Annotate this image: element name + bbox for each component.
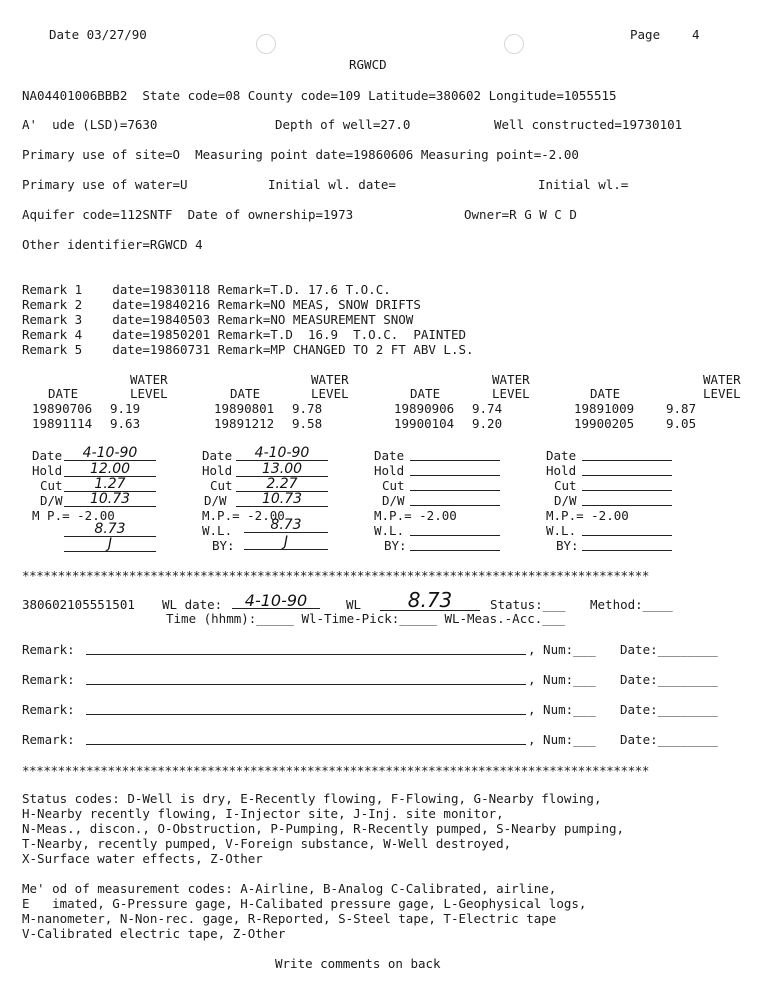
entry-hold-blank[interactable] — [410, 464, 500, 476]
punch-hole — [256, 34, 276, 54]
entry-hold-blank[interactable] — [582, 464, 672, 476]
entry-wl-blank[interactable] — [582, 524, 672, 536]
entry-dw-label: D/W — [204, 493, 227, 508]
entry-dw-label: D/W — [40, 493, 63, 508]
table-cell-level: 9.20 — [472, 416, 503, 431]
remark-blank-field[interactable] — [86, 673, 526, 685]
remark-blank-label: Remark: — [22, 642, 75, 657]
entry-by-label: BY: — [212, 538, 235, 553]
site-use-water: Primary use of water=U — [22, 177, 188, 192]
remark-line: Remark 2 date=19840216 Remark=NO MEAS, SNOW DRIFTS — [22, 297, 421, 312]
remark-blank-field[interactable] — [86, 643, 526, 655]
site-line-1: NA04401006BBB2 State code=08 County code=109 Latitude=380602 Longitude=1055515 — [22, 88, 617, 103]
table-cell-date: 19890801 — [214, 401, 275, 416]
measurement-time-line[interactable]: Time (hhmm):_____ Wl-Time-Pick:_____ WL-Meas.-Acc.___ — [166, 611, 565, 626]
table-head-level: LEVEL — [130, 386, 168, 401]
remark-blank-date[interactable]: Date:________ — [620, 702, 718, 717]
remark-blank-num[interactable]: , Num:___ — [528, 732, 596, 747]
table-head-level: LEVEL — [703, 386, 741, 401]
entry-dw-label: D/W — [554, 493, 577, 508]
method-codes-line: M-nanometer, N-Non-rec. gage, R-Reported, S-Steel tape, T-Electric tape — [22, 911, 557, 926]
site-line-3: Primary use of site=O Measuring point date=19860606 Measuring point=-2.00 — [22, 147, 579, 162]
punch-hole — [504, 34, 524, 54]
entry-by-blank[interactable] — [582, 539, 672, 551]
table-cell-date: 19900205 — [574, 416, 635, 431]
remark-blank-field[interactable] — [86, 733, 526, 745]
table-cell-level: 9.05 — [666, 416, 697, 431]
header-org: RGWCD — [349, 57, 387, 72]
site-initial-date: Initial wl. date= — [268, 177, 396, 192]
remark-line: Remark 5 date=19860731 Remark=MP CHANGED TO 2 FT ABV L.S. — [22, 342, 474, 357]
measurement-wl-date-label: WL date: — [162, 597, 223, 612]
star-divider: **************************************************************************************** — [22, 568, 650, 583]
remark-blank-label: Remark: — [22, 702, 75, 717]
site-altitude: A' ude (LSD)=7630 — [22, 117, 158, 132]
entry-cut-value[interactable]: 2.27 — [236, 477, 328, 492]
entry-wl-label: W.L. — [374, 523, 405, 538]
entry-mp-label: M.P.= -2.00 — [546, 508, 629, 523]
measurement-wl-date-value[interactable]: 4-10-90 — [232, 594, 320, 609]
measurement-wl-value[interactable]: 8.73 — [380, 590, 480, 611]
method-codes-line: V-Calibrated electric tape, Z-Other — [22, 926, 286, 941]
entry-date-label: Date — [546, 448, 577, 463]
entry-date-label: Date — [374, 448, 405, 463]
entry-date-blank[interactable] — [582, 449, 672, 461]
remark-line: Remark 1 date=19830118 Remark=T.D. 17.6 T.O.C. — [22, 282, 391, 297]
table-cell-date: 19891114 — [32, 416, 93, 431]
site-aquifer: Aquifer code=112SNTF Date of ownership=1973 — [22, 207, 354, 222]
remark-blank-field[interactable] — [86, 703, 526, 715]
remark-blank-date[interactable]: Date:________ — [620, 732, 718, 747]
site-depth: Depth of well=27.0 — [275, 117, 411, 132]
measurement-site-id: 380602105551501 — [22, 597, 135, 612]
entry-cut-label: Cut — [554, 478, 577, 493]
remark-blank-date[interactable]: Date:________ — [620, 642, 718, 657]
table-head-water: WATER — [130, 372, 168, 387]
entry-hold-label: Hold — [202, 463, 233, 478]
star-divider: **************************************************************************************** — [22, 763, 650, 778]
entry-mp-label: M P.= -2.00 — [32, 508, 115, 523]
entry-cut-label: Cut — [382, 478, 405, 493]
table-cell-level: 9.74 — [472, 401, 503, 416]
table-cell-level: 9.63 — [110, 416, 141, 431]
table-head-water: WATER — [311, 372, 349, 387]
table-head-date: DATE — [48, 386, 79, 401]
header-date: Date 03/27/90 — [49, 27, 147, 42]
entry-dw-value[interactable]: 10.73 — [236, 492, 328, 507]
remark-blank-label: Remark: — [22, 732, 75, 747]
table-cell-level: 9.87 — [666, 401, 697, 416]
entry-cut-label: Cut — [40, 478, 63, 493]
entry-dw-blank[interactable] — [410, 494, 500, 506]
table-head-water: WATER — [703, 372, 741, 387]
table-head-water: WATER — [492, 372, 530, 387]
remark-blank-num[interactable]: , Num:___ — [528, 672, 596, 687]
entry-date-label: Date — [32, 448, 63, 463]
site-initial-wl: Initial wl.= — [538, 177, 629, 192]
status-codes-line: H-Nearby recently flowing, I-Injector site, J-Inj. site monitor, — [22, 806, 504, 821]
remark-blank-label: Remark: — [22, 672, 75, 687]
entry-wl-value[interactable]: 8.73 — [244, 518, 328, 533]
table-cell-date: 19890906 — [394, 401, 455, 416]
table-head-date: DATE — [410, 386, 441, 401]
entry-hold-label: Hold — [546, 463, 577, 478]
site-constructed: Well constructed=19730101 — [494, 117, 683, 132]
table-cell-date: 19891009 — [574, 401, 635, 416]
remark-blank-num[interactable]: , Num:___ — [528, 642, 596, 657]
entry-wl-label: W.L. — [546, 523, 577, 538]
site-owner: Owner=R G W C D — [464, 207, 577, 222]
table-head-level: LEVEL — [492, 386, 530, 401]
table-head-date: DATE — [230, 386, 261, 401]
entry-cut-blank[interactable] — [410, 479, 500, 491]
entry-by-blank[interactable] — [410, 539, 500, 551]
status-codes-line: Status codes: D-Well is dry, E-Recently flowing, F-Flowing, G-Nearby flowing, — [22, 791, 602, 806]
entry-dw-label: D/W — [382, 493, 405, 508]
table-head-level: LEVEL — [311, 386, 349, 401]
entry-by-label: BY: — [384, 538, 407, 553]
remark-blank-num[interactable]: , Num:___ — [528, 702, 596, 717]
entry-date-blank[interactable] — [410, 449, 500, 461]
entry-dw-value[interactable]: 10.73 — [64, 492, 156, 507]
remark-line: Remark 4 date=19850201 Remark=T.D 16.9 T.O.C. PAINTED — [22, 327, 467, 342]
status-codes-line: N-Meas., discon., O-Obstruction, P-Pumping, R-Recently pumped, S-Nearby pumping, — [22, 821, 625, 836]
entry-mp-label: M.P.= -2.00 — [374, 508, 457, 523]
table-head-date: DATE — [590, 386, 621, 401]
entry-by-value[interactable]: J — [64, 537, 156, 552]
footer-note: Write comments on back — [275, 956, 441, 971]
table-cell-date: 19890706 — [32, 401, 93, 416]
table-cell-date: 19900104 — [394, 416, 455, 431]
entry-hold-label: Hold — [374, 463, 405, 478]
method-codes-line: E imated, G-Pressure gage, H-Calibated pressure gage, L-Geophysical logs, — [22, 896, 587, 911]
header-page-label: Page — [630, 27, 661, 42]
table-cell-level: 9.19 — [110, 401, 141, 416]
remark-blank-date[interactable]: Date:________ — [620, 672, 718, 687]
remark-line: Remark 3 date=19840503 Remark=NO MEASUREMENT SNOW — [22, 312, 414, 327]
table-cell-date: 19891212 — [214, 416, 275, 431]
site-other-id: Other identifier=RGWCD 4 — [22, 237, 203, 252]
entry-wl-label: W.L. — [202, 523, 233, 538]
status-codes-line: T-Nearby, recently pumped, V-Foreign substance, W-Well destroyed, — [22, 836, 512, 851]
method-codes-line: Me' od of measurement codes: A-Airline, B-Analog C-Calibrated, airline, — [22, 881, 557, 896]
entry-hold-label: Hold — [32, 463, 63, 478]
entry-mp-label: M.P.= -2.00 — [202, 508, 285, 523]
entry-date-value[interactable]: 4-10-90 — [236, 446, 328, 461]
measurement-wl-label: WL — [346, 597, 362, 612]
header-page-number: 4 — [692, 27, 700, 42]
entry-by-value[interactable]: J — [244, 535, 328, 550]
measurement-status[interactable]: Status:___ — [490, 597, 566, 612]
entry-date-value[interactable]: 4-10-90 — [64, 446, 156, 461]
entry-wl-value[interactable]: 8.73 — [64, 522, 156, 537]
entry-wl-blank[interactable] — [410, 524, 500, 536]
table-cell-level: 9.58 — [292, 416, 323, 431]
entry-cut-label: Cut — [210, 478, 233, 493]
entry-cut-value[interactable]: 1.27 — [64, 477, 156, 492]
entry-hold-value[interactable]: 12.00 — [64, 462, 156, 477]
entry-by-label: BY: — [556, 538, 579, 553]
entry-date-label: Date — [202, 448, 233, 463]
entry-hold-value[interactable]: 13.00 — [236, 462, 328, 477]
measurement-method[interactable]: Method:____ — [590, 597, 673, 612]
entry-dw-blank[interactable] — [582, 494, 672, 506]
table-cell-level: 9.78 — [292, 401, 323, 416]
entry-cut-blank[interactable] — [582, 479, 672, 491]
status-codes-line: X-Surface water effects, Z-Other — [22, 851, 263, 866]
